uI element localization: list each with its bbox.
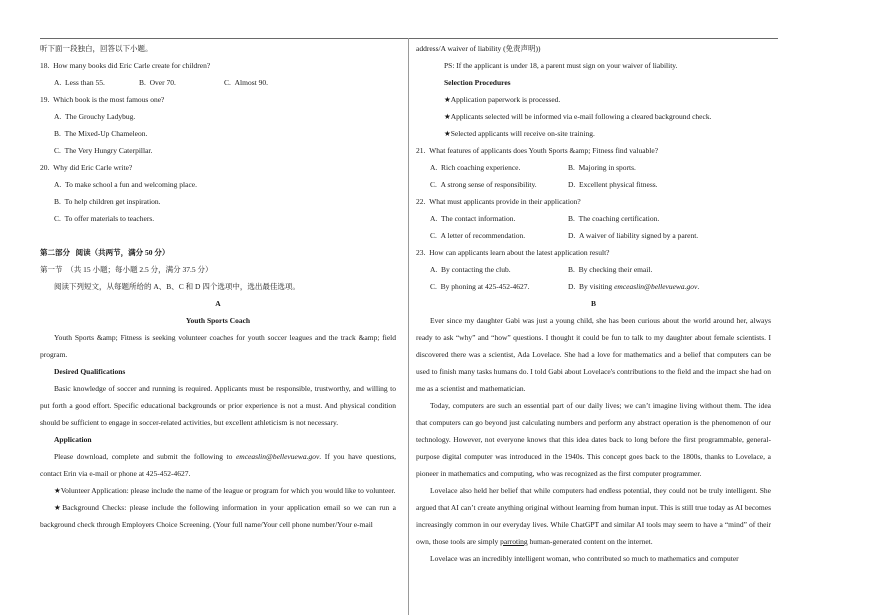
paragraph: ★Background Checks: please include the following information in your application email so we can run a background check through Employers Choice Screening. (Your full name/Your cell phone number/Your e-mail (40, 503, 396, 529)
option-a: A. Rich coaching experience. (430, 163, 521, 172)
option-a: A. Less than 55. (54, 78, 105, 87)
email-address: emceaslin@bellevuewa.gov (235, 452, 320, 461)
option-b: B. Majoring in sports. (568, 163, 636, 172)
option-d: D. A waiver of liability signed by a parent. (568, 231, 699, 240)
options-22-row1 (416, 210, 771, 227)
selection-step: ★Selected applicants will receive on-site training. (444, 129, 595, 138)
option-a: A. To make school a fun and welcoming place. (54, 180, 197, 189)
column-divider (408, 38, 409, 615)
options-21-row2 (416, 176, 771, 193)
question-23: 23. How can applicants learn about the latest application result? (416, 248, 610, 257)
option-c: C. To offer materials to teachers. (54, 214, 155, 223)
section-one-heading: 第一节 （共 15 小题；每小题 2.5 分，满分 37.5 分） (40, 265, 213, 274)
selection-procedures-heading: Selection Procedures (444, 78, 511, 87)
underlined-word: parroting (500, 537, 528, 546)
question-19: 19. Which book is the most famous one? (40, 95, 165, 104)
question-22: 22. What must applicants provide in their application? (416, 197, 581, 206)
question-18: 18. How many books did Eric Carle create for children? (40, 61, 211, 70)
option-d: D. By visiting emceaslin@bellevuewa.gov. (568, 282, 700, 291)
header-rule (40, 38, 778, 39)
paragraph: Basic knowledge of soccer and running is required. Applicants must be responsible, trustworthy, and willing to put forth a good effort. Specific educational backgrounds or prior experience is not a must. And physical condition should be sufficient to engage in soccer-related activities, but excellent athleticism is not necessary. (40, 384, 396, 427)
paragraph: Today, computers are such an essential part of our daily lives; we can’t imagine living without them. The idea that computers can go beyond just calculating numbers and perform any abstract operation is the phenomenon of our technology. However, not everyone knows that this idea dates back to long before the first programmable, general-purpose digital computer was introduced in the 1940s. This concept goes back to the 1800s, thanks to Lovelace, a pioneer in mathematics and computing, who was recognized as the first computer programmer. (416, 401, 771, 478)
reading-instruction: 阅读下列短文，从每题所给的 A、B、C 和 D 四个选项中，选出最佳选项。 (54, 282, 300, 291)
options-22-row2 (416, 227, 771, 244)
paragraph: ★Volunteer Application: please include the name of the league or program for which you would like to volunteer. (54, 486, 396, 495)
option-c: C. Almost 90. (224, 78, 268, 87)
paragraph: Youth Sports &amp; Fitness is seeking volunteer coaches for youth soccer leagues and the track &amp; field program. (40, 333, 396, 359)
option-c: C. The Very Hungry Caterpillar. (54, 146, 153, 155)
option-c: C. By phoning at 425-452-4627. (430, 282, 530, 291)
selection-step: ★Application paperwork is processed. (444, 95, 561, 104)
option-b: B. By checking their email. (568, 265, 653, 274)
selection-step: ★Applicants selected will be informed via e-mail following a cleared background check. (444, 112, 712, 121)
option-b: B. Over 70. (139, 78, 176, 87)
options-23-row1 (416, 261, 771, 278)
option-a: A. The Grouchy Ladybug. (54, 112, 136, 121)
option-c: C. A letter of recommendation. (430, 231, 526, 240)
part-two-heading: 第二部分 阅读（共两节，满分 50 分） (40, 248, 170, 257)
right-column (416, 40, 771, 567)
options-23-row2 (416, 278, 771, 295)
options-18 (40, 74, 396, 91)
question-21: 21. What features of applicants does Youth Sports &amp; Fitness find valuable? (416, 146, 659, 155)
paragraph: Ever since my daughter Gabi was just a young child, she has been curious about the world around her, always ready to ask “why” and “how” questions. I thought it could be fun to talk to my daughter about female scientists. I discovered there was a scientist, Ada Lovelace. She had a love for mathematics and a belief that computers can be used to finish many tasks humans do. I told Gabi about Lovelace's contributions to the field and the impact she had on me as a scientist and mathematician. (416, 316, 771, 393)
application-heading: Application (54, 435, 92, 444)
option-b: B. The coaching certification. (568, 214, 660, 223)
left-column (40, 40, 396, 533)
option-a: A. By contacting the club. (430, 265, 511, 274)
ps-note: PS: If the applicant is under 18, a parent must sign on your waiver of liability. (444, 61, 678, 70)
listening-intro: 听下面一段独白，回答以下小题。 (40, 44, 153, 53)
option-d: D. Excellent physical fitness. (568, 180, 658, 189)
passage-a-label: A (215, 299, 221, 308)
option-b: B. To help children get inspiration. (54, 197, 161, 206)
option-a: A. The contact information. (430, 214, 516, 223)
paragraph: Lovelace was an incredibly intelligent woman, who contributed so much to mathematics and computer (430, 554, 739, 563)
email-address: emceaslin@bellevuewa.gov (614, 282, 698, 291)
option-b: B. The Mixed-Up Chameleon. (54, 129, 148, 138)
options-21-row1 (416, 159, 771, 176)
desired-qualifications-heading: Desired Qualifications (54, 367, 126, 376)
passage-a-title: Youth Sports Coach (185, 316, 251, 325)
passage-b-label: B (590, 299, 596, 308)
continued-text: address/A waiver of liability (免责声明)) (416, 44, 541, 53)
option-c: C. A strong sense of responsibility. (430, 180, 537, 189)
paragraph: Lovelace also held her belief that while computers had endless potential, they could not be truly intelligent. She argued that AI can’t create anything original without learning from human input. This is still true today as AI becomes increasingly common in our everyday lives. While ChatGPT and similar AI tools may seem to have a “mind” of their own, those tools are simply parroting human-generated content on the internet. (416, 486, 771, 546)
paragraph: Please download, complete and submit the following to emceaslin@bellevuewa.gov. If you have questions, contact Erin via e-mail or phone at 425-452-4627. (40, 452, 396, 478)
question-20: 20. Why did Eric Carle write? (40, 163, 133, 172)
